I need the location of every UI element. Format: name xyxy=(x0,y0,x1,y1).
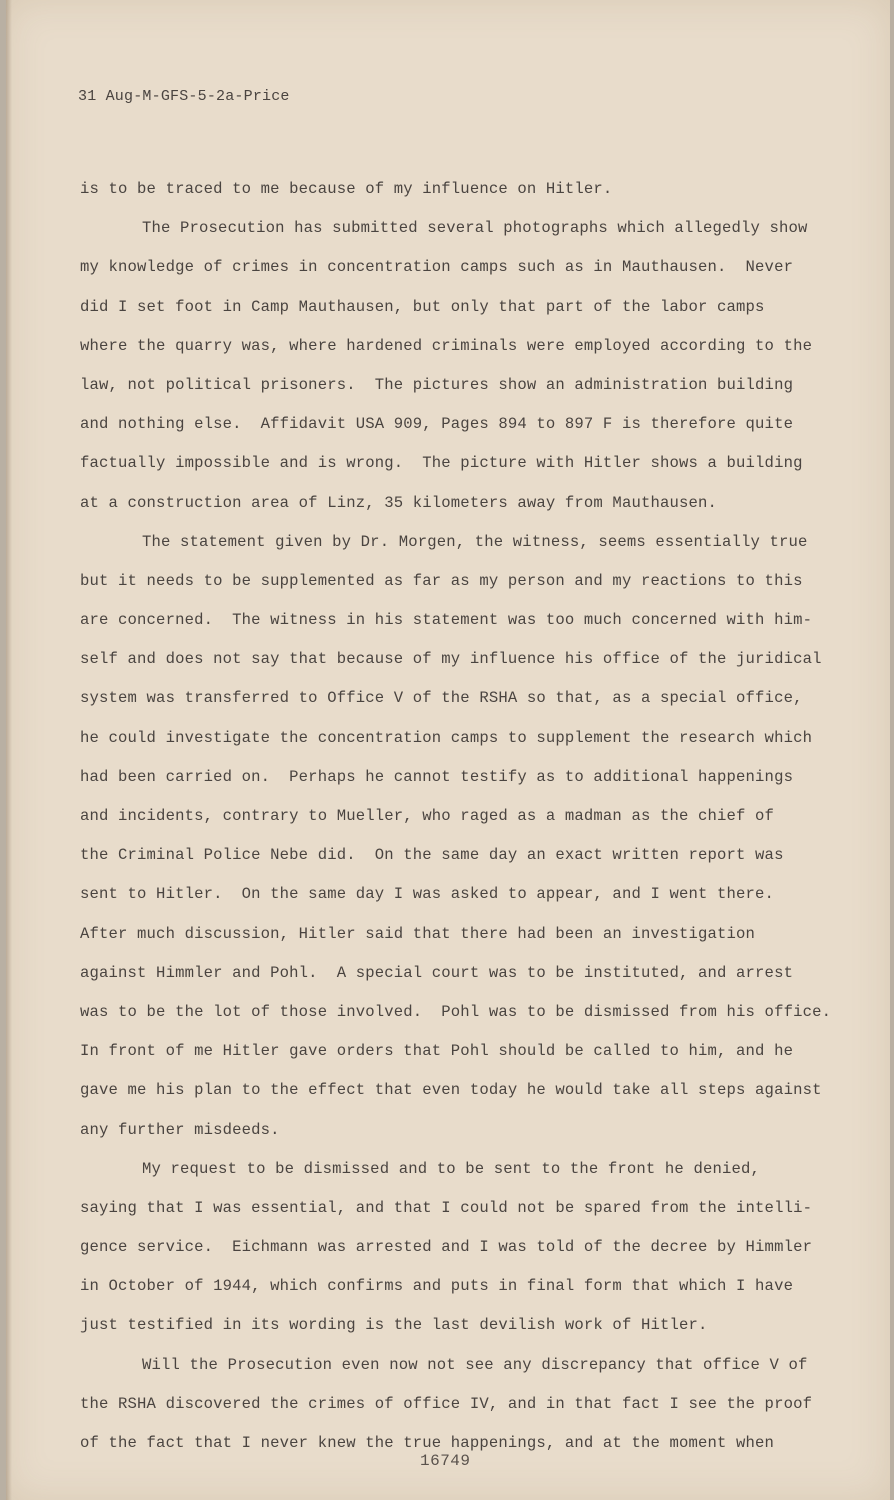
text-line: gave me his plan to the effect that even today he would take all steps against xyxy=(80,1081,822,1100)
text-line: and nothing else. Affidavit USA 909, Pages 894 to 897 F is therefore quite xyxy=(80,415,794,434)
text-line: is to be traced to me because of my influence on Hitler. xyxy=(80,180,613,198)
text-line: law, not political prisoners. The pictures show an administration building xyxy=(80,375,794,394)
text-line: in October of 1944, which confirms and puts in final form that which I have xyxy=(80,1277,794,1296)
text-line: had been carried on. Perhaps he cannot testify as to additional happenings xyxy=(80,767,794,786)
text-line: The Prosecution has submitted several photographs which allegedly show xyxy=(142,219,808,238)
text-line: any further misdeeds. xyxy=(80,1120,280,1139)
text-line: against Himmler and Pohl. A special court was to be instituted, and arrest xyxy=(80,963,794,982)
text-line: My request to be dismissed and to be sent to the front he denied, xyxy=(142,1159,761,1178)
text-line: After much discussion, Hitler said that there had been an investigation xyxy=(80,924,756,943)
text-line: self and does not say that because of my influence his office of the juridical xyxy=(80,650,822,669)
text-line: of the fact that I never knew the true happenings, and at the moment when xyxy=(80,1434,775,1452)
text-line: are concerned. The witness in his statement was too much concerned with him- xyxy=(80,611,813,630)
text-line: but it needs to be supplemented as far as my person and my reactions to this xyxy=(80,571,803,590)
text-line: sent to Hitler. On the same day I was asked to appear, and I went there. xyxy=(80,885,775,904)
text-line: system was transferred to Office V of the RSHA so that, as a special office, xyxy=(80,689,803,708)
text-line: and incidents, contrary to Mueller, who raged as a madman as the chief of xyxy=(80,807,775,825)
text-line: the Criminal Police Nebe did. On the same day an exact written report was xyxy=(80,846,784,865)
document-body xyxy=(80,177,850,1470)
text-line: he could investigate the concentration camps to supplement the research which xyxy=(80,728,813,747)
text-line: did I set foot in Camp Mauthausen, but only that part of the labor camps xyxy=(80,297,765,316)
text-line: at a construction area of Linz, 35 kilometers away from Mauthausen. xyxy=(80,493,718,512)
page-number: 16749 xyxy=(420,1452,471,1470)
text-line: gence service. Eichmann was arrested and I was told of the decree by Himmler xyxy=(80,1238,813,1257)
text-line: my knowledge of crimes in concentration camps such as in Mauthausen. Never xyxy=(80,258,794,277)
text-line: just testified in its wording is the last devilish work of Hitler. xyxy=(80,1316,708,1335)
text-line: In front of me Hitler gave orders that Pohl should be called to him, and he xyxy=(80,1042,794,1061)
text-line: the RSHA discovered the crimes of office IV, and in that fact I see the proof xyxy=(80,1394,813,1413)
document-page xyxy=(6,0,890,1500)
text-line: saying that I was essential, and that I could not be spared from the intelli- xyxy=(80,1198,813,1217)
text-line: was to be the lot of those involved. Pohl was to be dismissed from his office. xyxy=(80,1002,832,1021)
text-line: Will the Prosecution even now not see any discrepancy that office V of xyxy=(142,1355,808,1374)
text-line: The statement given by Dr. Morgen, the witness, seems essentially true xyxy=(142,532,808,551)
document-reference: 31 Aug-M-GFS-5-2a-Price xyxy=(78,88,290,105)
text-line: where the quarry was, where hardened criminals were employed according to the xyxy=(80,336,813,355)
text-line: factually impossible and is wrong. The picture with Hitler shows a building xyxy=(80,454,803,473)
